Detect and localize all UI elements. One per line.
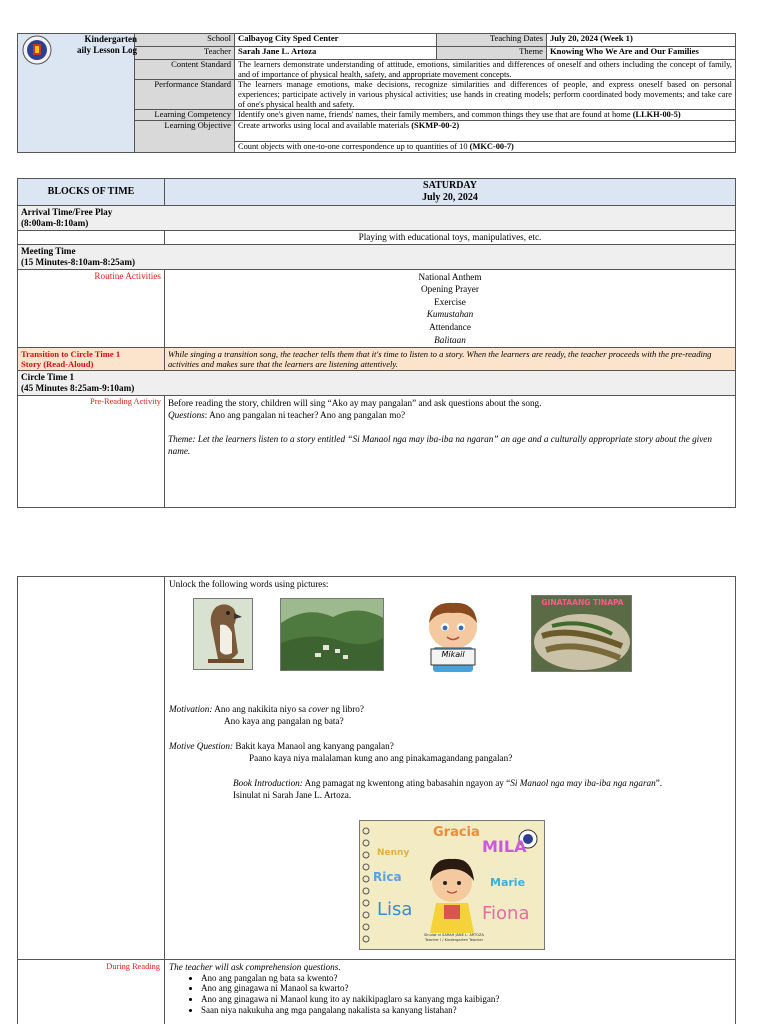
- motive-block: [169, 740, 729, 764]
- prereading-content: [165, 396, 736, 508]
- theme-value: Knowing Who We Are and Our Families: [547, 47, 736, 60]
- deped-seal-icon: [22, 35, 52, 65]
- theme-line: Theme: Let the learners listen to a story entitled “Si Manaol nga may iba-iba na ngaran” an age and a culturally appropriate story about the given name.: [168, 434, 712, 457]
- questions-label: Questions: [168, 410, 205, 421]
- cover-credit-2: Teacher I / Kindergarten Teacher: [424, 938, 484, 942]
- book-title: Si Manaol nga may iba-iba nga ngaran: [510, 778, 656, 788]
- routine-list: [165, 269, 736, 348]
- page2-content: [165, 577, 736, 960]
- theme-label: Theme: [437, 47, 547, 60]
- performance-standard-text: The learners manage emotions, make decisions, recognize similarities and differences of people, and express oneself based on personal experiences; participate actively in various physical activities; use hands in creating models; perform coordinated body movements; and take care of one's physical health and safety.: [235, 80, 736, 110]
- questions-text: : Ano ang pangalan ni teacher? Ano ang pangalan mo?: [204, 410, 406, 421]
- during-reading-label: During Reading: [18, 960, 165, 1024]
- meeting-time: (15 Minutes-8:10am-8:25am): [21, 256, 136, 267]
- objective-1-text: Create artworks using local and available materials: [238, 121, 410, 131]
- motivation-q1-a: Ano ang nakikita niyo sa: [214, 704, 309, 714]
- book-intro-text: Ang pamagat ng kwentong ating babasahin ngayon ay “: [302, 778, 511, 788]
- during-intro: The teacher will ask comprehension questions.: [169, 962, 341, 972]
- objective-1: [235, 121, 736, 142]
- during-reading-content: [165, 960, 736, 1024]
- routine-label: Routine Activities: [18, 269, 165, 348]
- meeting-title: Meeting Time: [21, 245, 76, 256]
- question-item: • Ano ang ginagawa ni Manaol kung ito ay nakikipaglaro sa kanyang mga kaibigan?: [201, 994, 731, 1005]
- school-value: Calbayog City Sped Center: [235, 34, 437, 47]
- circle-section: [18, 371, 736, 396]
- blocks-of-time-header: BLOCKS OF TIME: [18, 179, 165, 206]
- arrival-title: Arrival Time/Free Play: [21, 207, 113, 217]
- content-standard-label: Content Standard: [135, 60, 235, 80]
- circle-time: (45 Minutes 8:25am-9:10am): [21, 383, 135, 394]
- day-date: July 20, 2024: [422, 192, 478, 203]
- routine-item: Attendance: [429, 321, 471, 332]
- blocks-table: [17, 178, 736, 508]
- ginataang-tinapa-picture: [531, 595, 632, 672]
- school-label: School: [135, 34, 235, 47]
- transition-label: [18, 348, 165, 371]
- author-line: Isinulat ni Sarah Jane L. Artoza.: [233, 790, 352, 800]
- cover-credits: [384, 933, 524, 943]
- day-name: SATURDAY: [423, 180, 477, 191]
- book-title-end: ”.: [655, 778, 663, 788]
- book-intro-block: [233, 777, 723, 801]
- teacher-label: Teacher: [135, 47, 235, 60]
- competency-text: Identify one's given name, friends' names, their family members, and common things they use that are found at home: [238, 110, 631, 120]
- dates-label: Teaching Dates: [437, 34, 547, 47]
- routine-item: Balitaan: [434, 334, 466, 345]
- comprehension-questions: [201, 973, 731, 1016]
- page2-left-empty: [18, 577, 165, 960]
- transition-label-1: Transition to Circle Time 1: [21, 349, 121, 360]
- arrival-activity: Playing with educational toys, manipulatives, etc.: [165, 231, 736, 245]
- cover-word-mila: MILA: [482, 837, 527, 856]
- motive-q2: Paano kaya niya malalaman kung ano ang pinakamagandang pangalan?: [249, 753, 513, 763]
- name-tag-text: Mikail: [441, 650, 465, 659]
- cover-word-rica: Rica: [373, 870, 402, 884]
- competency-label: Learning Competency: [135, 110, 235, 121]
- question-item: • Ano ang ginagawa ni Manaol sa kwarto?: [201, 983, 731, 994]
- book-intro-label: Book Introduction:: [233, 778, 303, 788]
- teacher-value: Sarah Jane L. Artoza: [235, 47, 437, 60]
- questions-line: [168, 409, 732, 421]
- dates-value: July 20, 2024 (Week 1): [547, 34, 736, 47]
- arrival-empty: [18, 231, 165, 245]
- routine-item: National Anthem: [418, 271, 482, 282]
- child-name-tag-picture: [419, 597, 487, 672]
- mountain-village-picture: [280, 598, 384, 671]
- objective-2: [235, 142, 736, 153]
- objective-2-code: (MKC-00-7): [469, 142, 514, 152]
- routine-item: Kumustahan: [426, 309, 474, 320]
- arrival-section: [18, 206, 736, 231]
- transition-text: While singing a transition song, the teacher tells them that it's time to listen to a story. When the learners are ready, the teacher proceeds with the pre-reading activities and makes sure that the learners are listening attentively.: [165, 348, 736, 371]
- arrival-time: (8:00am-8:10am): [21, 218, 89, 228]
- page2-table: [17, 576, 736, 1024]
- routine-item: Exercise: [434, 296, 466, 307]
- circle-title: Circle Time 1: [21, 372, 75, 383]
- cover-word-lisa: Lisa: [377, 899, 413, 920]
- motive-q1: Bakit kaya Manaol ang kanyang pangalan?: [235, 741, 394, 751]
- logo-cell: [18, 34, 135, 153]
- motivation-q2: Ano kaya ang pangalan ng bata?: [224, 716, 344, 726]
- motive-label: Motive Question:: [169, 741, 234, 751]
- transition-label-2: Story (Read-Aloud): [21, 359, 94, 370]
- food-label: GINATAANG TINAPA: [541, 598, 624, 607]
- motivation-q1-b: ng libro?: [328, 704, 364, 714]
- objective-label: Learning Objective: [135, 121, 235, 153]
- eagle-picture: [193, 598, 253, 670]
- objective-1-code: (SKMP-00-2): [411, 121, 460, 131]
- day-header: [165, 179, 736, 206]
- question-item: • Saan niya nakukuha ang mga pangalang nakalista sa kanyang listahan?: [201, 1005, 731, 1016]
- routine-item: Opening Prayer: [421, 284, 479, 295]
- cover-word-gracia: Gracia: [433, 825, 480, 840]
- prereading-line: Before reading the story, children will sing “Ako ay may pangalan” and ask questions about the song.: [168, 398, 542, 409]
- cover-word-nenny: Nenny: [377, 848, 410, 858]
- header-table: [17, 33, 736, 153]
- competency-code: (LLKH-00-5): [632, 110, 681, 120]
- content-standard-text: The learners demonstrate understanding of attitude, emotions, similarities and differences of oneself and others including the concept of family, and of importance of physical health, safety, and appropriate movement concepts.: [235, 60, 736, 80]
- performance-standard-label: Performance Standard: [135, 80, 235, 110]
- title-line-2: aily Lesson Log: [76, 45, 137, 55]
- cover-word-fiona: Fiona: [482, 903, 530, 924]
- book-cover-picture: [359, 820, 545, 950]
- motivation-label: Motivation:: [169, 704, 213, 714]
- competency-cell: [235, 110, 736, 121]
- meeting-section: [18, 244, 736, 269]
- cover-credit-1: Sinulat ni SARAH JANE L. ARTOZA: [424, 933, 484, 937]
- prereading-label: Pre-Reading Activity: [18, 396, 165, 508]
- cover-word-marie: Marie: [490, 876, 526, 889]
- question-item: • Ano ang pangalan ng bata sa kwento?: [201, 973, 731, 984]
- title-line-1: Kindergarten: [84, 34, 137, 44]
- motivation-q1-cover: cover: [308, 704, 329, 714]
- unlock-line: Unlock the following words using pictures:: [169, 579, 329, 589]
- motivation-block: [169, 703, 729, 727]
- objective-2-text: Count objects with one-to-one correspondence up to quantities of 10: [238, 142, 468, 152]
